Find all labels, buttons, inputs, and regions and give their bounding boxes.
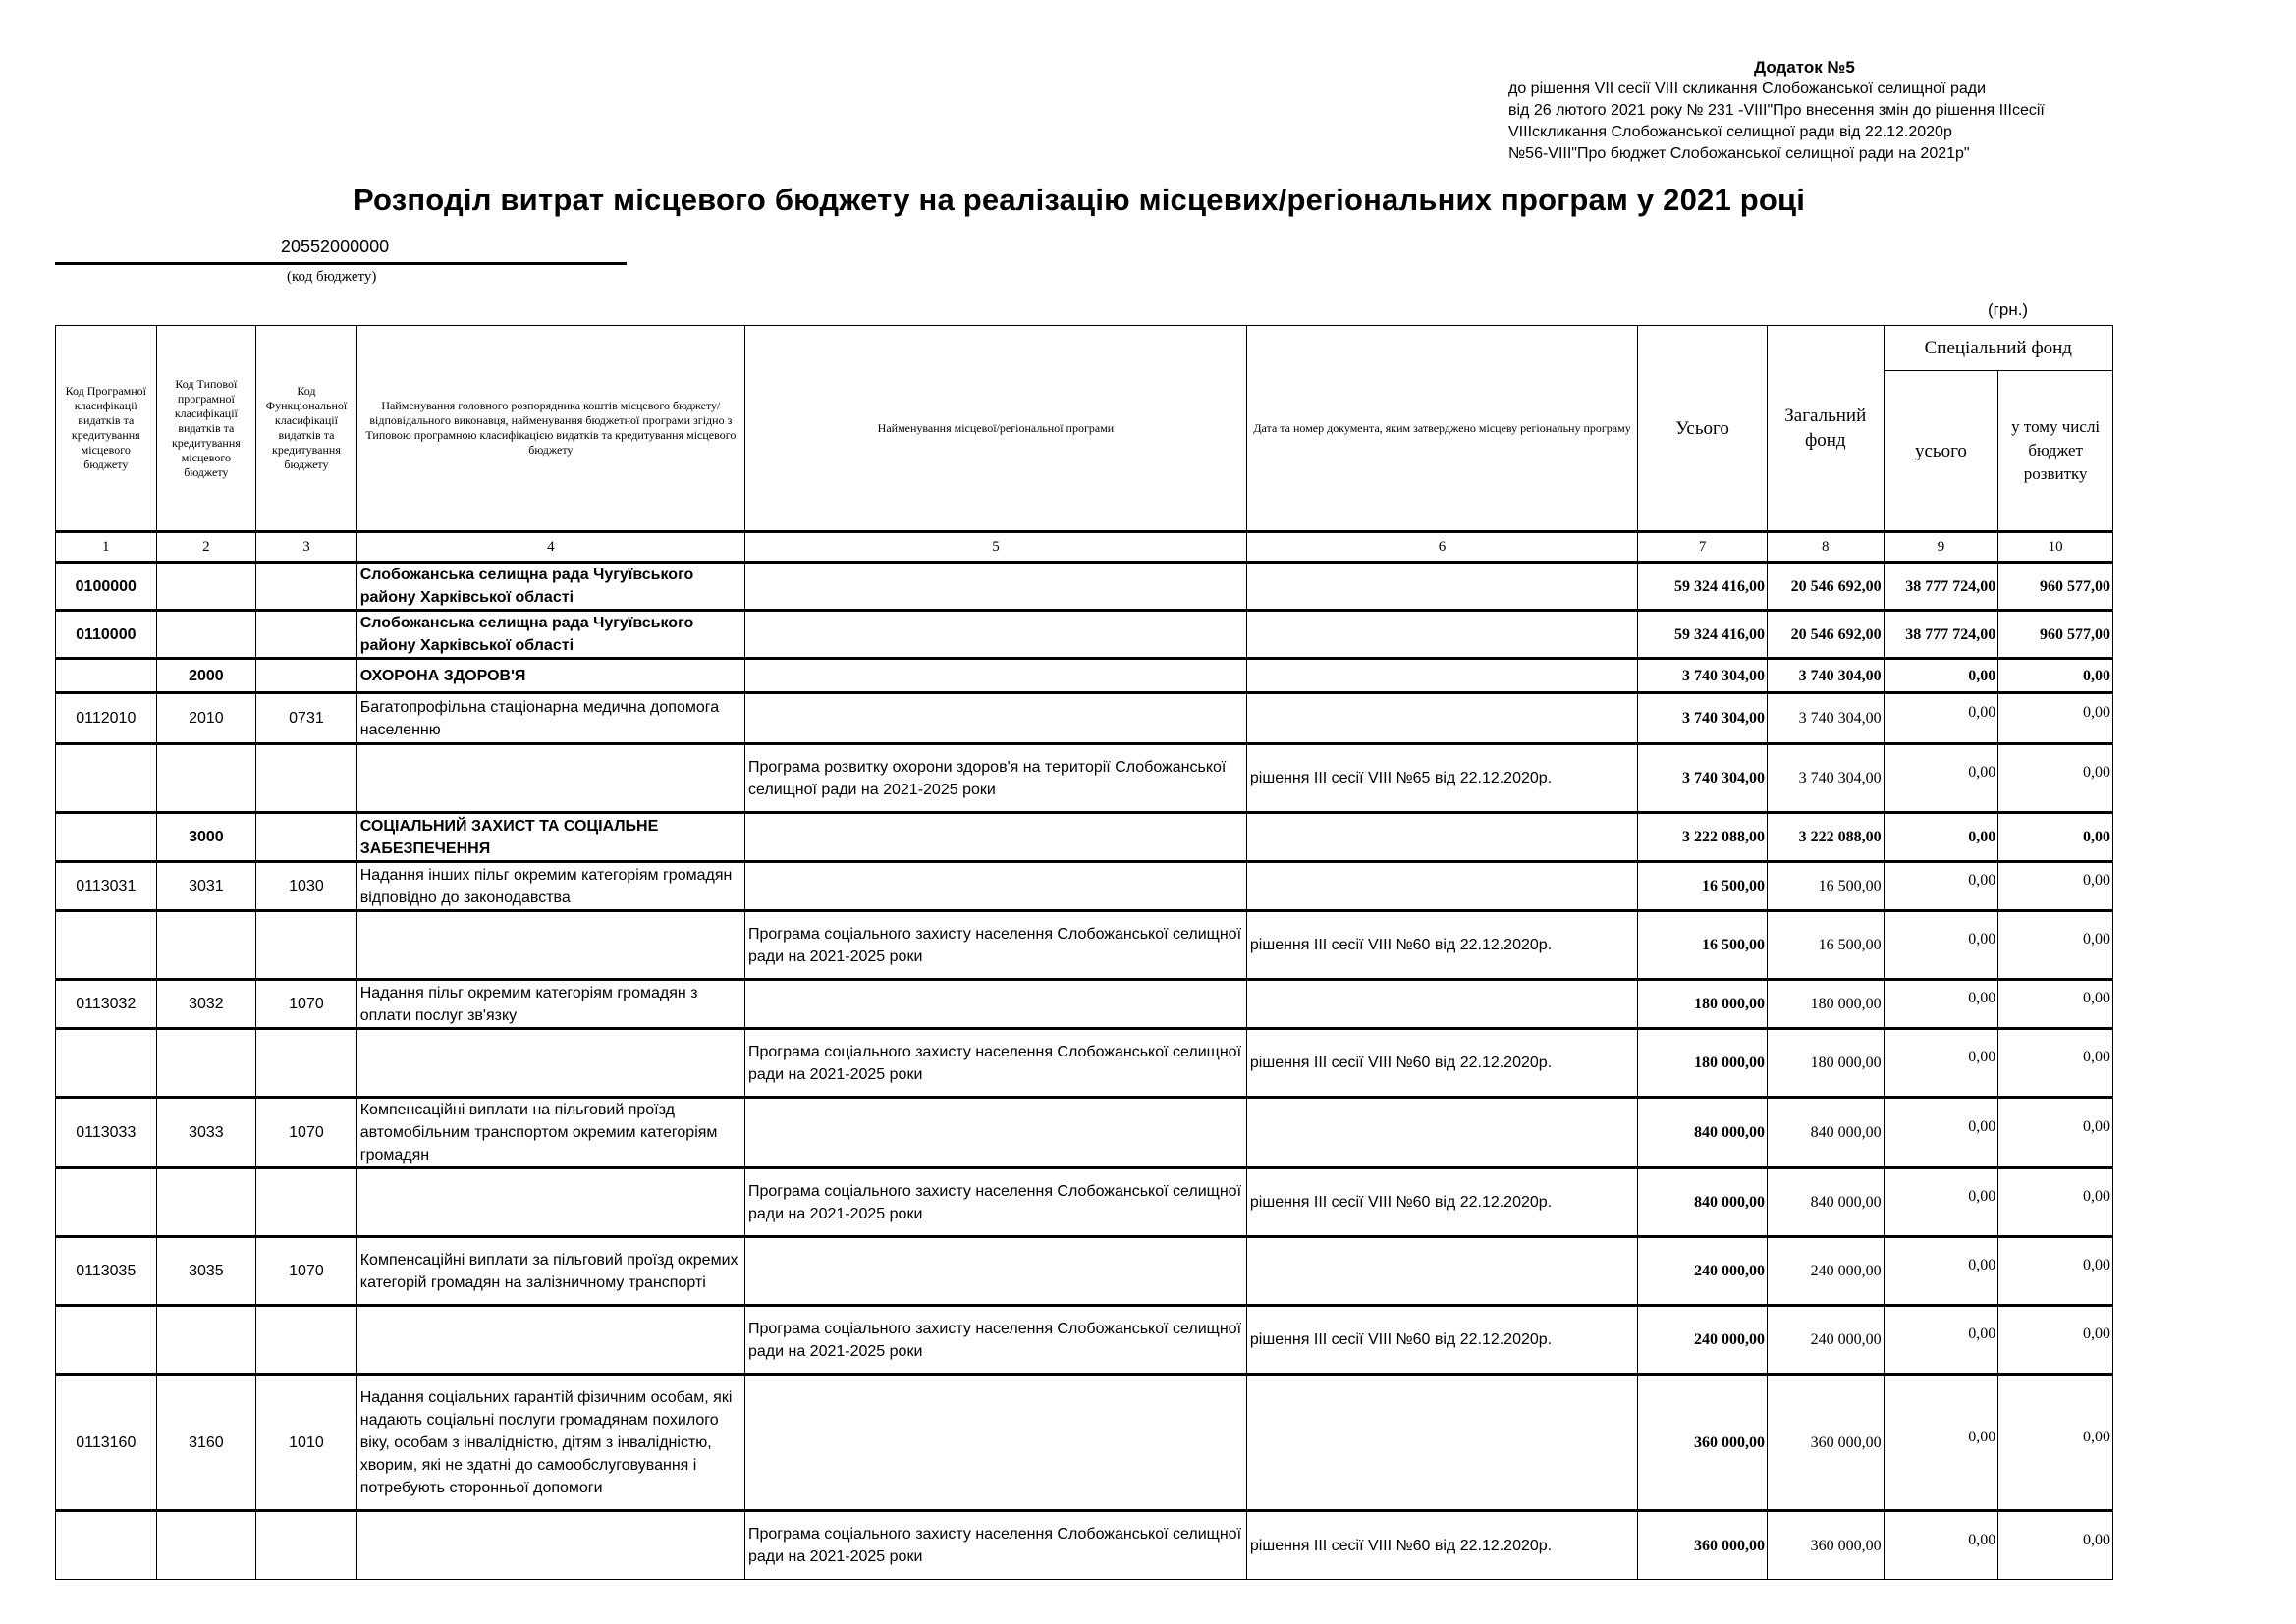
amount-value: 0,00 [2083, 764, 2110, 781]
development-budget-cell [1998, 1375, 2113, 1511]
total-cell [1638, 980, 1768, 1029]
general-fund-cell [1767, 1511, 1884, 1580]
approval-document-cell [1246, 862, 1637, 911]
table-row [56, 611, 2113, 659]
program-name-cell [744, 659, 1246, 693]
amount-value: 3 740 304,00 [1798, 667, 1882, 684]
manager-name-cell [356, 1306, 744, 1375]
special-fund-cell [1884, 813, 1998, 862]
special-fund-cell [1884, 659, 1998, 693]
development-budget-cell [1998, 659, 2113, 693]
amount-value: 240 000,00 [1693, 1331, 1765, 1348]
program-name-cell [744, 813, 1246, 862]
addendum-block [1508, 57, 2196, 165]
total-cell [1638, 1237, 1768, 1306]
amount-value: 3 222 088,00 [1681, 829, 1765, 845]
development-budget-cell [1998, 980, 2113, 1029]
column-number: 8 [1767, 532, 1884, 563]
amount-value: 0,00 [1968, 1531, 1996, 1548]
table-row [56, 1511, 2113, 1580]
program-name-cell [744, 1237, 1246, 1306]
manager-name-cell: Компенсаційні виплати за пільговий проїзд окремих категорій громадян на залізничному транспорті [356, 1237, 744, 1306]
program-code-cell: 0113035 [56, 1237, 157, 1306]
general-fund-cell [1767, 563, 1884, 611]
approval-document-cell: рішення III сесії VIII №60 від 22.12.2020р. [1246, 1511, 1637, 1580]
header-special-total: усього [1884, 371, 1998, 532]
typical-code-cell: 3035 [156, 1237, 256, 1306]
column-number: 2 [156, 532, 256, 563]
total-cell [1638, 862, 1768, 911]
program-name-cell [744, 1375, 1246, 1511]
manager-name-cell [356, 744, 744, 813]
program-name-cell: Програма соціального захисту населення Слобожанської селищної ради на 2021-2025 роки [744, 1306, 1246, 1375]
development-budget-cell [1998, 813, 2113, 862]
total-cell [1638, 693, 1768, 744]
amount-value: 3 740 304,00 [1681, 770, 1765, 786]
special-fund-cell [1884, 911, 1998, 980]
program-name-cell: Програма соціального захисту населення Слобожанської селищної ради на 2021-2025 роки [744, 1029, 1246, 1098]
total-cell [1638, 1029, 1768, 1098]
amount-value: 960 577,00 [2040, 625, 2110, 643]
program-code-cell [56, 1168, 157, 1237]
header-special-fund: Спеціальний фонд [1884, 326, 2112, 371]
manager-name-cell: СОЦІАЛЬНИЙ ЗАХИСТ ТА СОЦІАЛЬНЕ ЗАБЕЗПЕЧЕННЯ [356, 813, 744, 862]
functional-code-cell: 1030 [256, 862, 357, 911]
program-code-cell [56, 1306, 157, 1375]
addendum-line-1: до рішення VII сесії VIII скликання Слобожанської селищної ради [1508, 81, 1987, 97]
typical-code-cell [156, 1511, 256, 1580]
amount-value: 240 000,00 [1810, 1331, 1882, 1348]
amount-value: 16 500,00 [1701, 878, 1765, 894]
special-fund-cell [1884, 980, 1998, 1029]
amount-value: 16 500,00 [1818, 878, 1882, 894]
special-fund-cell [1884, 1511, 1998, 1580]
addendum-line-4: №56-VIII"Про бюджет Слобожанської селищної ради на 2021р" [1508, 145, 1970, 162]
table-row [56, 563, 2113, 611]
typical-code-cell: 3000 [156, 813, 256, 862]
table-row [56, 1306, 2113, 1375]
approval-document-cell [1246, 1375, 1637, 1511]
development-budget-cell [1998, 1511, 2113, 1580]
amount-value: 0,00 [2083, 1188, 2110, 1205]
amount-value: 840 000,00 [1693, 1194, 1765, 1211]
amount-value: 0,00 [2083, 829, 2110, 845]
general-fund-cell [1767, 1168, 1884, 1237]
program-name-cell [744, 980, 1246, 1029]
amount-value: 0,00 [1968, 1428, 1996, 1445]
table-row [56, 813, 2113, 862]
column-number: 1 [56, 532, 157, 563]
program-name-cell: Програма соціального захисту населення Слобожанської селищної ради на 2021-2025 роки [744, 1168, 1246, 1237]
functional-code-cell: 1070 [256, 1237, 357, 1306]
typical-code-cell: 3031 [156, 862, 256, 911]
header-manager-name: Найменування головного розпорядника коштів місцевого бюджету/ відповідального виконавця, найменування бюджетної програми згідно з Типовою програмною класифікацією видатків та кредитування місцевого бюджету [356, 326, 744, 532]
general-fund-cell [1767, 1306, 1884, 1375]
total-cell [1638, 1306, 1768, 1375]
amount-value: 960 577,00 [2040, 577, 2110, 595]
amount-value: 240 000,00 [1693, 1263, 1765, 1279]
amount-value: 180 000,00 [1693, 1055, 1765, 1071]
amount-value: 0,00 [1968, 704, 1996, 721]
amount-value: 0,00 [2083, 704, 2110, 721]
amount-value: 0,00 [1968, 990, 1996, 1006]
functional-code-cell [256, 1511, 357, 1580]
amount-value: 0,00 [2083, 1428, 2110, 1445]
amount-value: 0,00 [2083, 1257, 2110, 1273]
manager-name-cell [356, 1168, 744, 1237]
amount-value: 360 000,00 [1693, 1434, 1765, 1451]
amount-value: 0,00 [2083, 1118, 2110, 1135]
table-row [56, 744, 2113, 813]
column-numbers-row [56, 532, 2113, 563]
column-number: 4 [356, 532, 744, 563]
amount-value: 840 000,00 [1810, 1124, 1882, 1141]
document-title: Розподіл витрат місцевого бюджету на реалізацію місцевих/регіональних програм у 2021 році [353, 183, 1806, 217]
general-fund-cell [1767, 611, 1884, 659]
column-number: 3 [256, 532, 357, 563]
header-development-budget: у тому числі бюджет розвитку [1998, 371, 2113, 532]
special-fund-cell [1884, 611, 1998, 659]
amount-value: 16 500,00 [1818, 937, 1882, 953]
amount-value: 3 740 304,00 [1798, 770, 1882, 786]
special-fund-cell [1884, 1029, 1998, 1098]
special-fund-cell [1884, 1375, 1998, 1511]
amount-value: 38 777 724,00 [1905, 577, 1996, 595]
budget-code-underline [55, 262, 627, 265]
development-budget-cell [1998, 611, 2113, 659]
header-functional-code: Код Функціональної класифікації видатків та кредитування бюджету [256, 326, 357, 532]
amount-value: 3 740 304,00 [1681, 710, 1765, 727]
amount-value: 0,00 [2083, 872, 2110, 889]
currency-label: (грн.) [1988, 300, 2029, 319]
functional-code-cell: 1010 [256, 1375, 357, 1511]
amount-value: 0,00 [2083, 990, 2110, 1006]
manager-name-cell [356, 911, 744, 980]
amount-value: 0,00 [2083, 1049, 2110, 1065]
program-code-cell: 0113160 [56, 1375, 157, 1511]
program-code-cell: 0110000 [56, 611, 157, 659]
manager-name-cell: Багатопрофільна стаціонарна медична допомога населенню [356, 693, 744, 744]
header-program-code: Код Програмної класифікації видатків та кредитування місцевого бюджету [56, 326, 157, 532]
total-cell [1638, 1375, 1768, 1511]
approval-document-cell [1246, 659, 1637, 693]
functional-code-cell: 1070 [256, 980, 357, 1029]
addendum-line-2: від 26 лютого 2021 року № 231 -VIII"Про внесення змін до рішення IIIсесії [1508, 102, 2045, 119]
amount-value: 0,00 [2083, 1326, 2110, 1342]
total-cell [1638, 611, 1768, 659]
table-row [56, 659, 2113, 693]
general-fund-cell [1767, 659, 1884, 693]
typical-code-cell [156, 911, 256, 980]
amount-value: 360 000,00 [1810, 1537, 1882, 1554]
general-fund-cell [1767, 1098, 1884, 1168]
special-fund-cell [1884, 1306, 1998, 1375]
functional-code-cell [256, 1306, 357, 1375]
typical-code-cell: 3033 [156, 1098, 256, 1168]
table-row [56, 693, 2113, 744]
program-code-cell [56, 744, 157, 813]
program-code-cell [56, 659, 157, 693]
program-name-cell [744, 611, 1246, 659]
programs-table [55, 325, 2113, 1580]
program-code-cell: 0113032 [56, 980, 157, 1029]
program-code-cell: 0112010 [56, 693, 157, 744]
program-name-cell [744, 563, 1246, 611]
amount-value: 180 000,00 [1693, 996, 1765, 1012]
functional-code-cell [256, 911, 357, 980]
approval-document-cell [1246, 693, 1637, 744]
general-fund-cell [1767, 813, 1884, 862]
development-budget-cell [1998, 693, 2113, 744]
typical-code-cell [156, 1306, 256, 1375]
manager-name-cell: Слобожанська селищна рада Чугуївського району Харківської області [356, 563, 744, 611]
development-budget-cell [1998, 862, 2113, 911]
amount-value: 59 324 416,00 [1673, 625, 1765, 643]
total-cell [1638, 1098, 1768, 1168]
general-fund-cell [1767, 693, 1884, 744]
functional-code-cell [256, 563, 357, 611]
amount-value: 0,00 [1968, 1118, 1996, 1135]
total-cell [1638, 813, 1768, 862]
table-row [56, 1098, 2113, 1168]
typical-code-cell [156, 611, 256, 659]
amount-value: 0,00 [1968, 1188, 1996, 1205]
table-row [56, 911, 2113, 980]
total-cell [1638, 659, 1768, 693]
amount-value: 3 740 304,00 [1798, 710, 1882, 727]
manager-name-cell: Компенсаційні виплати на пільговий проїзд автомобільним транспортом окремим категоріям громадян [356, 1098, 744, 1168]
functional-code-cell: 1070 [256, 1098, 357, 1168]
amount-value: 0,00 [1968, 667, 1996, 684]
program-name-cell: Програма розвитку охорони здоров'я на території Слобожанської селищної ради на 2021-2025 роки [744, 744, 1246, 813]
approval-document-cell: рішення III сесії VIII №60 від 22.12.2020р. [1246, 1168, 1637, 1237]
program-code-cell: 0113031 [56, 862, 157, 911]
typical-code-cell: 3032 [156, 980, 256, 1029]
functional-code-cell [256, 1029, 357, 1098]
typical-code-cell: 2000 [156, 659, 256, 693]
program-name-cell [744, 1098, 1246, 1168]
manager-name-cell [356, 1029, 744, 1098]
column-number: 6 [1246, 532, 1637, 563]
typical-code-cell: 3160 [156, 1375, 256, 1511]
program-name-cell: Програма соціального захисту населення Слобожанської селищної ради на 2021-2025 роки [744, 1511, 1246, 1580]
header-general-fund: Загальний фонд [1767, 326, 1884, 532]
program-code-cell [56, 1029, 157, 1098]
program-code-cell [56, 813, 157, 862]
typical-code-cell [156, 1029, 256, 1098]
budget-code-caption: (код бюджету) [287, 269, 377, 285]
amount-value: 180 000,00 [1810, 1055, 1882, 1071]
functional-code-cell [256, 611, 357, 659]
program-code-cell [56, 1511, 157, 1580]
addendum-line-3: VIIIскликання Слобожанської селищної ради від 22.12.2020р [1508, 124, 1952, 140]
amount-value: 0,00 [1968, 872, 1996, 889]
program-code-cell: 0100000 [56, 563, 157, 611]
table-row [56, 1375, 2113, 1511]
document-title-wrap [0, 183, 2296, 218]
development-budget-cell [1998, 1098, 2113, 1168]
general-fund-cell [1767, 862, 1884, 911]
approval-document-cell [1246, 1237, 1637, 1306]
amount-value: 840 000,00 [1693, 1124, 1765, 1141]
functional-code-cell [256, 1168, 357, 1237]
total-cell [1638, 911, 1768, 980]
approval-document-cell [1246, 980, 1637, 1029]
special-fund-cell [1884, 862, 1998, 911]
special-fund-cell [1884, 693, 1998, 744]
manager-name-cell: Надання пільг окремим категоріям громадян з оплати послуг зв'язку [356, 980, 744, 1029]
functional-code-cell [256, 659, 357, 693]
approval-document-cell [1246, 563, 1637, 611]
typical-code-cell [156, 1168, 256, 1237]
development-budget-cell [1998, 563, 2113, 611]
special-fund-cell [1884, 563, 1998, 611]
amount-value: 0,00 [2083, 1531, 2110, 1548]
amount-value: 59 324 416,00 [1673, 577, 1765, 595]
approval-document-cell: рішення III сесії VIII №60 від 22.12.2020р. [1246, 1029, 1637, 1098]
general-fund-cell [1767, 1029, 1884, 1098]
amount-value: 38 777 724,00 [1905, 625, 1996, 643]
development-budget-cell [1998, 1168, 2113, 1237]
header-approval-document: Дата та номер документа, яким затверджено місцеву регіональну програму [1246, 326, 1637, 532]
functional-code-cell [256, 813, 357, 862]
table-row [56, 980, 2113, 1029]
functional-code-cell [256, 744, 357, 813]
approval-document-cell [1246, 813, 1637, 862]
column-number: 9 [1884, 532, 1998, 563]
general-fund-cell [1767, 1237, 1884, 1306]
amount-value: 3 740 304,00 [1681, 667, 1765, 684]
development-budget-cell [1998, 1306, 2113, 1375]
amount-value: 20 546 692,00 [1790, 625, 1882, 643]
amount-value: 360 000,00 [1693, 1537, 1765, 1554]
header-total: Усього [1638, 326, 1768, 532]
amount-value: 20 546 692,00 [1790, 577, 1882, 595]
approval-document-cell: рішення III сесії VIII №60 від 22.12.2020р. [1246, 1306, 1637, 1375]
table-row [56, 1029, 2113, 1098]
table-row [56, 862, 2113, 911]
amount-value: 16 500,00 [1701, 937, 1765, 953]
development-budget-cell [1998, 1237, 2113, 1306]
program-name-cell [744, 693, 1246, 744]
general-fund-cell [1767, 980, 1884, 1029]
header-program-name: Найменування місцевої/регіональної програми [744, 326, 1246, 532]
amount-value: 180 000,00 [1810, 996, 1882, 1012]
approval-document-cell [1246, 611, 1637, 659]
general-fund-cell [1767, 911, 1884, 980]
table-row [56, 1168, 2113, 1237]
column-number: 7 [1638, 532, 1768, 563]
development-budget-cell [1998, 744, 2113, 813]
amount-value: 0,00 [2083, 667, 2110, 684]
manager-name-cell: Надання інших пільг окремим категоріям громадян відповідно до законодавства [356, 862, 744, 911]
development-budget-cell [1998, 911, 2113, 980]
total-cell [1638, 563, 1768, 611]
column-number: 10 [1998, 532, 2113, 563]
amount-value: 240 000,00 [1810, 1263, 1882, 1279]
general-fund-cell [1767, 1375, 1884, 1511]
table-body [56, 532, 2113, 1580]
special-fund-cell [1884, 1237, 1998, 1306]
program-code-cell [56, 911, 157, 980]
total-cell [1638, 1511, 1768, 1580]
special-fund-cell [1884, 744, 1998, 813]
approval-document-cell: рішення III сесії VIII №65 від 22.12.2020р. [1246, 744, 1637, 813]
program-name-cell: Програма соціального захисту населення Слобожанської селищної ради на 2021-2025 роки [744, 911, 1246, 980]
amount-value: 0,00 [1968, 829, 1996, 845]
total-cell [1638, 1168, 1768, 1237]
special-fund-cell [1884, 1168, 1998, 1237]
program-name-cell [744, 862, 1246, 911]
column-number: 5 [744, 532, 1246, 563]
addendum-title: Додаток №5 [1754, 58, 1855, 77]
amount-value: 0,00 [2083, 931, 2110, 947]
table-row [56, 1237, 2113, 1306]
manager-name-cell [356, 1511, 744, 1580]
manager-name-cell: Надання соціальних гарантій фізичним особам, які надають соціальні послуги громадянам похилого віку, особам з інвалідністю, дітям з інвалідністю, хворим, які не здатні до самообслуговування і потребують сторонньої допомоги [356, 1375, 744, 1511]
typical-code-cell [156, 563, 256, 611]
general-fund-cell [1767, 744, 1884, 813]
typical-code-cell [156, 744, 256, 813]
special-fund-cell [1884, 1098, 1998, 1168]
amount-value: 3 222 088,00 [1798, 829, 1882, 845]
budget-code: 20552000000 [281, 237, 390, 256]
header-typical-code: Код Типової програмної класифікації видатків та кредитування місцевого бюджету [156, 326, 256, 532]
amount-value: 0,00 [1968, 1326, 1996, 1342]
amount-value: 0,00 [1968, 1049, 1996, 1065]
program-code-cell: 0113033 [56, 1098, 157, 1168]
approval-document-cell [1246, 1098, 1637, 1168]
total-cell [1638, 744, 1768, 813]
approval-document-cell: рішення III сесії VIII №60 від 22.12.2020р. [1246, 911, 1637, 980]
amount-value: 0,00 [1968, 764, 1996, 781]
amount-value: 0,00 [1968, 1257, 1996, 1273]
manager-name-cell: ОХОРОНА ЗДОРОВ'Я [356, 659, 744, 693]
amount-value: 0,00 [1968, 931, 1996, 947]
functional-code-cell: 0731 [256, 693, 357, 744]
amount-value: 360 000,00 [1810, 1434, 1882, 1451]
manager-name-cell: Слобожанська селищна рада Чугуївського району Харківської області [356, 611, 744, 659]
development-budget-cell [1998, 1029, 2113, 1098]
typical-code-cell: 2010 [156, 693, 256, 744]
amount-value: 840 000,00 [1810, 1194, 1882, 1211]
